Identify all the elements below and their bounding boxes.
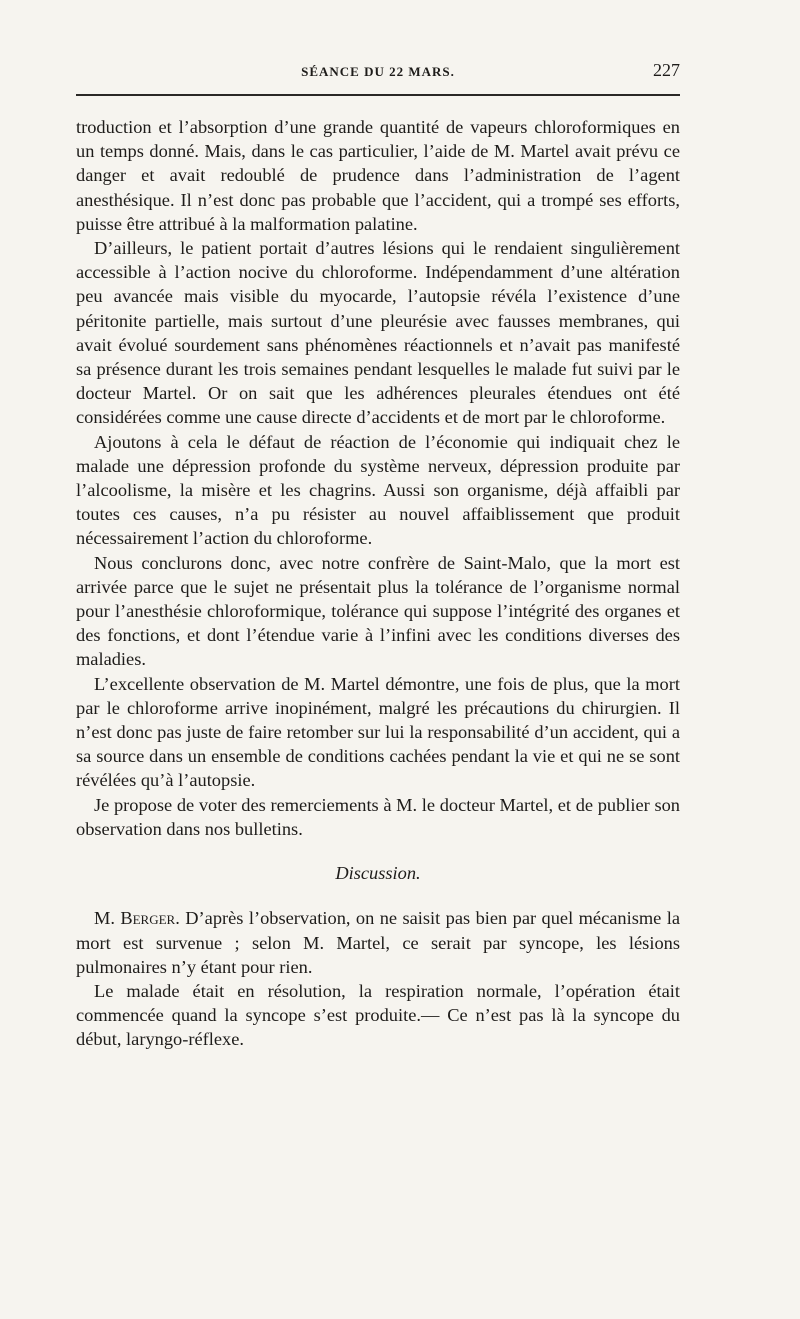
paragraph: L’excellente observation de M. Martel démontre, une fois de plus, que la mort par le chloroforme arrive inopinément, malgré les précautions du chirurgien. Il n’est donc pas juste de faire retomber sur lui la responsabilité d’un accident, qui a sa source dans un ensemble de conditions cachées pendant la vie et qui ne se sont révélées qu’à l’autopsie. (76, 673, 680, 791)
page-header (76, 56, 680, 96)
page-number: 227 (653, 60, 680, 80)
page-body (76, 115, 680, 1052)
paragraph: troduction et l’absorption d’une grande quantité de vapeurs chloroformiques en un temps donné. Mais, dans le cas particulier, l’aide de M. Martel avait prévu ce danger et avait redoublé de prudence dans l’administration de l’agent anesthésique. Il n’est donc pas probable que l’accident, qui a trompé ses efforts, puisse être attribué à la malformation palatine. (76, 117, 680, 234)
speaker-name: M. Berger. (94, 908, 180, 929)
paragraph: Ajoutons à cela le défaut de réaction de l’économie qui indiquait chez le malade une dépression profonde du système nerveux, dépression produite par l’alcoolisme, la misère et les chagrins. Aussi son organisme, déjà affaibli par toutes ces causes, n’a pu résister au nouvel affaiblissement que produit nécessairement l’action du chloroforme. (76, 431, 680, 549)
running-head: SÉANCE DU 22 MARS. (301, 64, 455, 79)
discussion-paragraph (76, 906, 680, 979)
speaker-text: D’après l’observation, on ne saisit pas bien par quel mécanisme la mort est survenue ; selon M. Martel, ce serait par syncope, les lésions pulmonaires n’y étant pour rien. (76, 908, 680, 977)
paragraph: D’ailleurs, le patient portait d’autres lésions qui le rendaient singulièrement accessible à l’action nocive du chloroforme. Indépendamment d’une altération peu avancée mais visible du myocarde, l’autopsie révéla l’existence d’une péritonite partielle, mais surtout d’une pleurésie avec fausses membranes, qui avait évolué sourdement sans phénomènes réactionnels et n’avait pas manifesté sa présence durant les trois semaines pendant lesquelles le malade fut suivi par le docteur Martel. Or on sait que les adhérences pleurales étendues ont été considérées comme une cause directe d’accidents et de mort par le chloroforme. (76, 238, 680, 428)
paragraph: Je propose de voter des remerciements à M. le docteur Martel, et de publier son observation dans nos bulletins. (76, 794, 680, 839)
paragraph: Nous conclurons donc, avec notre confrère de Saint-Malo, que la mort est arrivée parce que le sujet ne présentait plus la tolérance de l’organisme normal pour l’anesthésie chloroformique, tolérance qui suppose l’intégrité des organes et des fonctions, et dont l’étendue varie à l’infini avec les conditions diverses des maladies. (76, 552, 680, 670)
paragraph: Le malade était en résolution, la respiration normale, l’opération était commencée quand la syncope s’est produite.— Ce n’est pas là la syncope du début, laryngo-réflexe. (76, 980, 680, 1050)
section-heading: Discussion. (335, 863, 421, 884)
